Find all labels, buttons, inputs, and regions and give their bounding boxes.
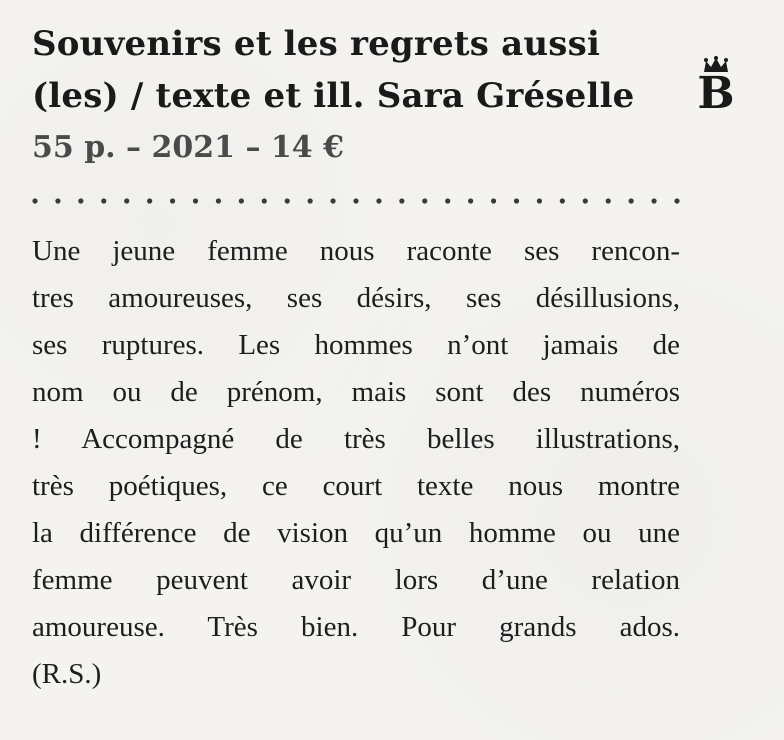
- review-line: ses ruptures. Les hommes n’ont jamais de: [32, 329, 680, 361]
- divider-dot: [491, 198, 496, 203]
- divider-dot: [514, 198, 519, 203]
- divider-dot: [170, 198, 175, 203]
- divider-dot: [239, 198, 244, 203]
- divider-dot: [101, 198, 106, 203]
- divider-dot: [629, 198, 634, 203]
- divider-dot: [468, 198, 473, 203]
- review-line: tres amoureuses, ses désirs, ses désillusions,: [32, 282, 680, 314]
- book-title-line-2: (les) / texte et ill. Sara Gréselle: [32, 76, 635, 116]
- review-line: très poétiques, ce court texte nous montre: [32, 470, 680, 502]
- divider-dot: [330, 198, 335, 203]
- divider-dot: [560, 198, 565, 203]
- rating-badge: [694, 56, 738, 120]
- divider-dot: [55, 198, 60, 203]
- divider-dot: [376, 198, 381, 203]
- divider-dot: [193, 198, 198, 203]
- divider-dot: [308, 198, 313, 203]
- divider-dot: [147, 198, 152, 203]
- divider-dot: [124, 198, 129, 203]
- book-title-line-1: Souvenirs et les regrets aussi: [32, 24, 601, 64]
- review-line: ! Accompagné de très belles illustrations,: [32, 423, 680, 455]
- divider-dot: [262, 198, 267, 203]
- book-title: [32, 18, 682, 122]
- divider-dot: [651, 198, 656, 203]
- divider-dot: [674, 198, 679, 203]
- divider-dot: [78, 198, 83, 203]
- review-line: (R.S.): [32, 658, 102, 690]
- dotted-divider: [32, 196, 682, 206]
- book-meta: 55 p. – 2021 – 14 €: [32, 130, 344, 165]
- divider-dot: [537, 198, 542, 203]
- divider-dot: [216, 198, 221, 203]
- divider-dot: [422, 198, 427, 203]
- divider-dot: [353, 198, 358, 203]
- review-line: femme peuvent avoir lors d’une relation: [32, 564, 680, 596]
- review-line: Une jeune femme nous raconte ses rencon-: [32, 235, 680, 267]
- rating-letter: B: [697, 68, 735, 119]
- divider-dot: [399, 198, 404, 203]
- review-line: la différence de vision qu’un homme ou une: [32, 517, 680, 549]
- divider-dot: [285, 198, 290, 203]
- review-line: amoureuse. Très bien. Pour grands ados.: [32, 611, 680, 643]
- review-text: [32, 228, 680, 698]
- divider-dot: [583, 198, 588, 203]
- divider-dot: [445, 198, 450, 203]
- review-line: nom ou de prénom, mais sont des numéros: [32, 376, 680, 408]
- divider-dot: [32, 198, 37, 203]
- divider-dot: [606, 198, 611, 203]
